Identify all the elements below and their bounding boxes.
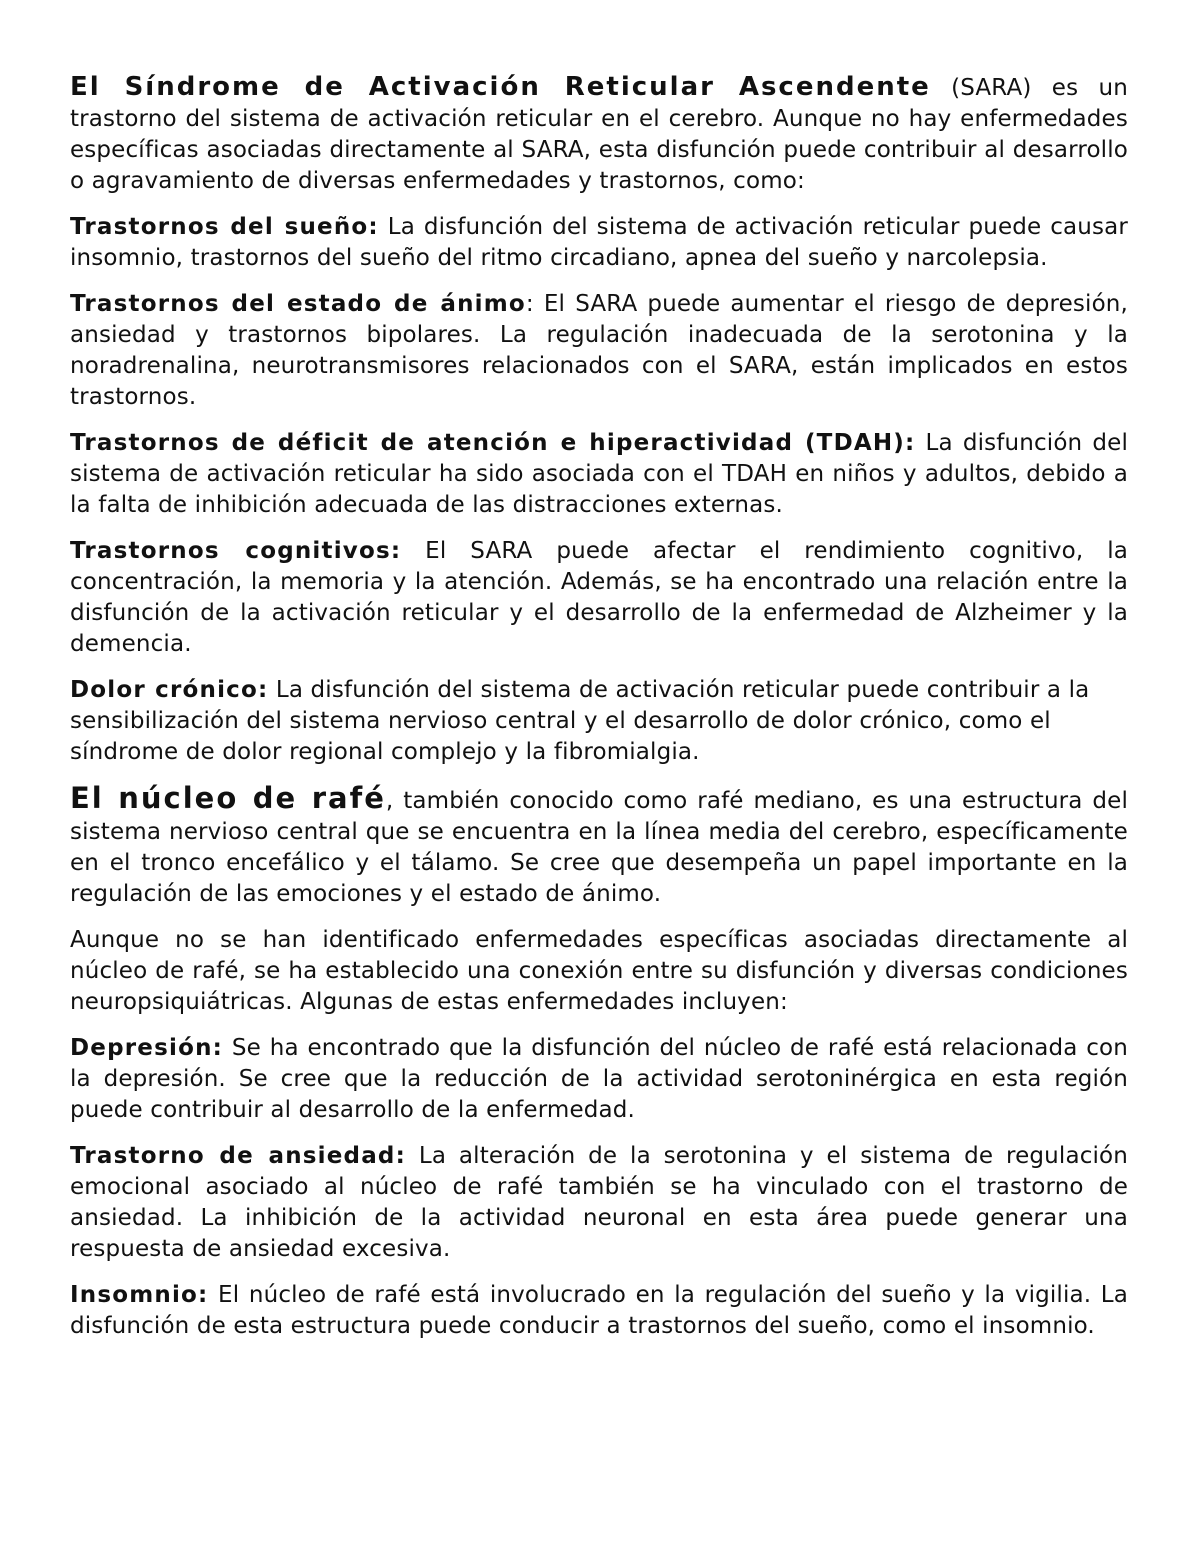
sara-intro-text: (SARA) es un trastorno del sistema de activación reticular en el cerebro. Aunque no hay enfermedades específicas asociadas directamente al SARA, esta disfunción puede contribuir al desarrollo o agravamiento de diversas enfermedades y trastornos, como: [70,75,1128,194]
rafe-item-term: Trastorno de ansiedad: [70,1143,406,1169]
document-page [70,72,1128,1357]
rafe-intro-term: El núcleo de rafé [70,781,386,815]
sara-item-adhd [70,428,1128,521]
sara-item-mood [70,289,1128,413]
sara-intro-paragraph [70,72,1128,197]
rafe-item-term: Insomnio: [70,1282,209,1308]
rafe-item-text: La alteración de la serotonina y el sistema de regulación emocional asociado al núcleo de rafé también se ha vinculado con el trastorno de ansiedad. La inhibición de la actividad neuronal en esta área puede generar una respuesta de ansiedad excesiva. [70,1143,1128,1262]
sara-item-sleep [70,212,1128,274]
rafe-item-insomnia [70,1280,1128,1342]
rafe-paragraph: Aunque no se han identificado enfermedades específicas asociadas directamente al núcleo de rafé, se ha establecido una conexión entre su disfunción y diversas condiciones neuropsiquiátricas. Algunas de estas enfermedades incluyen: [70,927,1128,1015]
sara-item-term: Trastornos del sueño: [70,214,379,240]
rafe-item-anxiety [70,1141,1128,1265]
rafe-item-text: Se ha encontrado que la disfunción del núcleo de rafé está relacionada con la depresión. Se cree que la reducción de la actividad serotoninérgica en esta región puede contribuir al desarrollo de la enfermedad. [70,1035,1128,1123]
sara-item-text: El SARA puede afectar el rendimiento cognitivo, la concentración, la memoria y la atención. Además, se ha encontrado una relación entre la disfunción de la activación reticular y el desarrollo de la enfermedad de Alzheimer y la demencia. [70,538,1128,657]
sara-item-term: Trastornos del estado de ánimo [70,291,526,317]
sara-item-text: La disfunción del sistema de activación reticular puede causar insomnio, trastornos del sueño del ritmo circadiano, apnea del sueño y narcolepsia. [70,214,1128,271]
rafe-item-depression [70,1033,1128,1126]
sara-item-text: La disfunción del sistema de activación reticular puede contribuir a la sensibilización del sistema nervioso central y el desarrollo de dolor crónico, como el síndrome de dolor regional complejo y la fibromialgia. [70,677,1090,765]
sara-intro-term: El Síndrome de Activación Reticular Ascendente [70,72,931,102]
sara-item-term: Dolor crónico: [70,677,269,703]
sara-item-term: Trastornos de déficit de atención e hiperactividad (TDAH): [70,430,916,456]
sara-item-text: : El SARA puede aumentar el riesgo de depresión, ansiedad y trastornos bipolares. La regulación inadecuada de la serotonina y la noradrenalina, neurotransmisores relacionados con el SARA, están implicados en estos trastornos. [70,291,1128,410]
rafe-item-text: El núcleo de rafé está involucrado en la regulación del sueño y la vigilia. La disfunción de esta estructura puede conducir a trastornos del sueño, como el insomnio. [70,1282,1128,1339]
sara-item-term: Trastornos cognitivos: [70,538,402,564]
sara-item-chronic-pain [70,675,1128,768]
sara-item-text: La disfunción del sistema de activación reticular ha sido asociada con el TDAH en niños y adultos, debido a la falta de inhibición adecuada de las distracciones externas. [70,430,1128,518]
rafe-intro-text: , también conocido como rafé mediano, es una estructura del sistema nervioso central que se encuentra en la línea media del cerebro, específicamente en el tronco encefálico y el tálamo. Se cree que desempeña un papel importante en la regulación de las emociones y el estado de ánimo. [70,788,1128,907]
rafe-intro-paragraph [70,783,1128,910]
rafe-item-term: Depresión: [70,1035,224,1061]
sara-item-cognitive [70,536,1128,660]
